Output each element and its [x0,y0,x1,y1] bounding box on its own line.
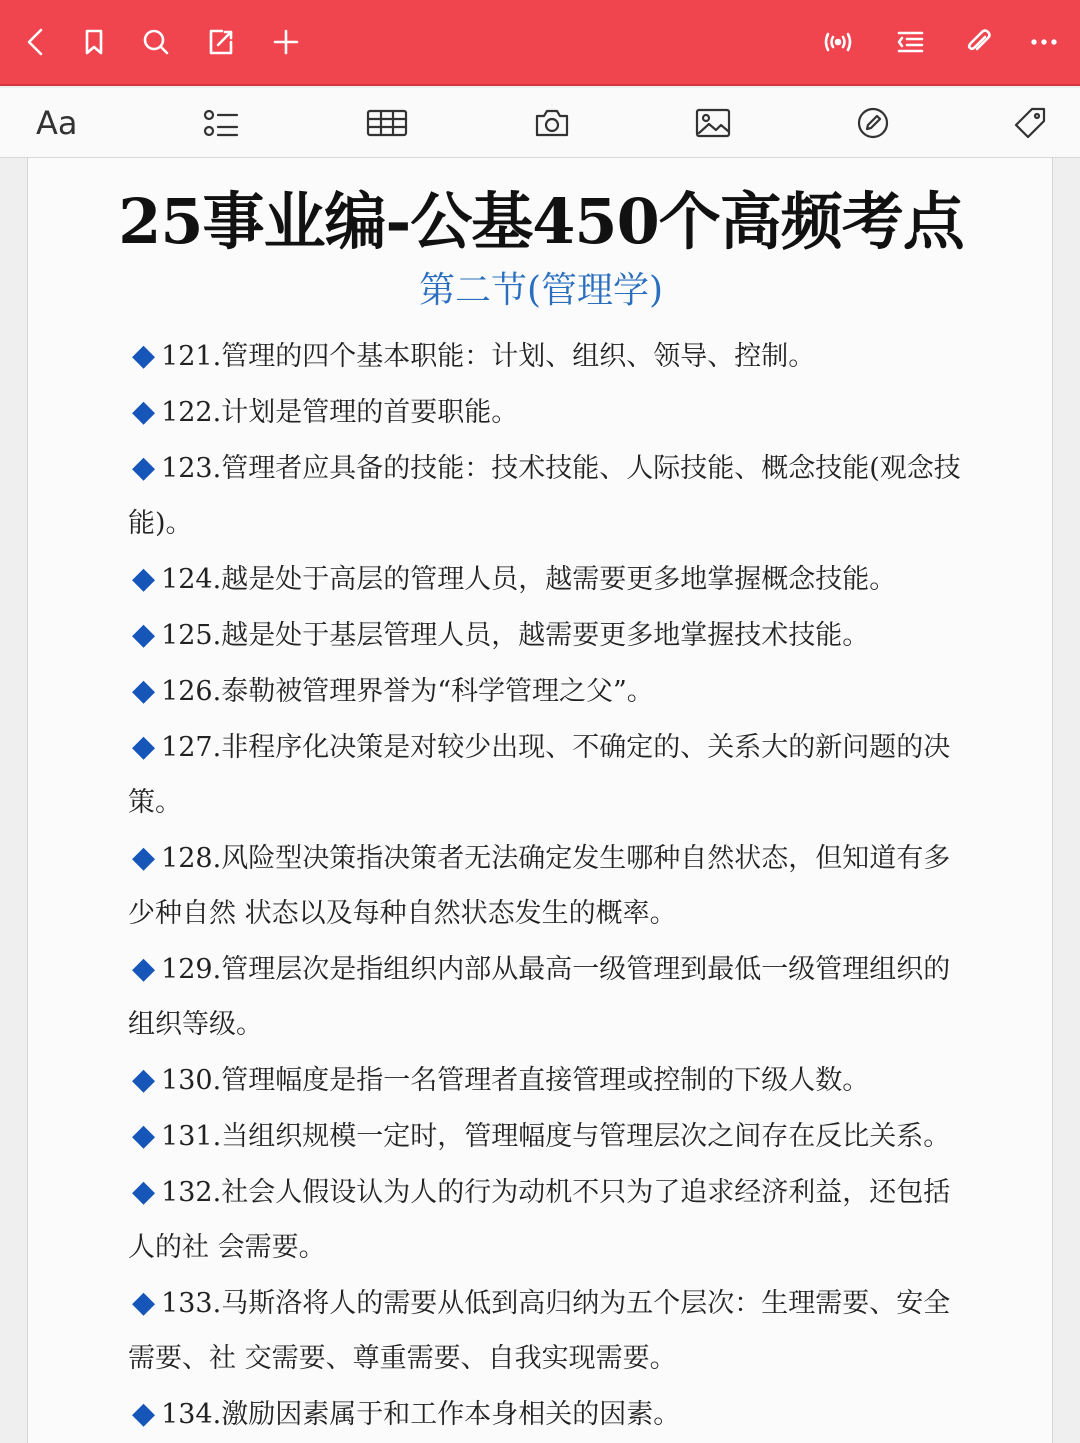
list-item-text: 121.管理的四个基本职能：计划、组织、领导、控制。 [161,341,816,372]
list-item [128,1275,972,1386]
font-format-button[interactable] [36,100,78,146]
bullet-diamond-icon: ◆ [132,1118,156,1153]
pen-icon[interactable] [855,100,891,146]
document-title: 25事业编-公基450个高频考点 [118,185,964,258]
list-item [128,830,972,941]
list-item-text: 125.越是处于基层管理人员，越需要更多地掌握技术技能。 [161,620,870,651]
list-item [128,384,972,440]
document-subtitle: 第二节(管理学) [418,270,664,311]
edit-icon[interactable] [201,22,241,62]
list-item-text: 129.管理层次是指组织内部从最高一级管理到最低一级管理组织的组织等级。 [128,954,951,1040]
list-item-text: 124.越是处于高层的管理人员，越需要更多地掌握概念技能。 [161,564,897,595]
list-item-text: 132.社会人假设认为人的行为动机不只为了追求经济利益，还包括人的社 会需要。 [128,1177,951,1263]
list-item-text: 131.当组织规模一定时，管理幅度与管理层次之间存在反比关系。 [161,1121,951,1152]
list-item [128,1164,972,1275]
list-item-text: 134.激励因素属于和工作本身相关的因素。 [161,1399,681,1430]
bullet-diamond-icon: ◆ [132,1062,156,1097]
search-icon[interactable] [136,22,176,62]
bullet-diamond-icon: ◆ [132,840,156,875]
bullet-diamond-icon: ◆ [132,561,156,596]
bullet-diamond-icon: ◆ [132,1396,156,1431]
broadcast-icon[interactable] [818,22,858,62]
list-item [128,607,972,663]
list-item [128,941,972,1052]
list-item [128,663,972,719]
bullet-diamond-icon: ◆ [132,394,156,429]
bullet-diamond-icon: ◆ [132,1174,156,1209]
bullet-diamond-icon: ◆ [132,729,156,764]
top-app-bar [0,0,1080,86]
list-item-text: 133.马斯洛将人的需要从低到高归纳为五个层次：生理需要、安全需要、社 交需要、尊重需要、自我实现需要。 [128,1288,951,1374]
list-item-text: 122.计划是管理的首要职能。 [161,397,519,428]
bookmark-icon[interactable] [74,22,114,62]
font-format-label: Aa [36,104,78,142]
document-page[interactable] [27,158,1053,1443]
checklist-icon[interactable] [202,100,240,146]
list-item-text: 127.非程序化决策是对较少出现、不确定的、关系大的新问题的决策。 [128,732,951,818]
list-item-text: 126.泰勒被管理界誉为“科学管理之父”。 [161,676,654,707]
list-item-text: 130.管理幅度是指一名管理者直接管理或控制的下级人数。 [161,1065,870,1096]
plus-icon[interactable] [266,22,306,62]
camera-icon[interactable] [533,100,571,146]
list-item-text: 128.风险型决策指决策者无法确定发生哪种自然状态，但知道有多少种自然 状态以及每种自然状态发生的概率。 [128,843,951,929]
list-item [128,1052,972,1108]
list-item [128,328,972,384]
back-icon[interactable] [16,22,56,62]
document-content [128,328,972,1442]
list-item [128,1108,972,1164]
tag-icon[interactable] [1012,100,1048,146]
bullet-diamond-icon: ◆ [132,673,156,708]
list-item [128,551,972,607]
bullet-diamond-icon: ◆ [132,338,156,373]
bullet-diamond-icon: ◆ [132,951,156,986]
bullet-diamond-icon: ◆ [132,617,156,652]
table-icon[interactable] [366,100,408,146]
format-toolbar [0,88,1080,158]
attachment-icon[interactable] [958,22,998,62]
list-item-text: 123.管理者应具备的技能：技术技能、人际技能、概念技能(观念技能)。 [128,453,961,539]
list-item [128,440,972,551]
bullet-diamond-icon: ◆ [132,450,156,485]
list-item [128,719,972,830]
list-item [128,1386,972,1442]
image-icon[interactable] [694,100,732,146]
outline-icon[interactable] [890,22,930,62]
more-icon[interactable] [1024,22,1064,62]
bullet-diamond-icon: ◆ [132,1285,156,1320]
